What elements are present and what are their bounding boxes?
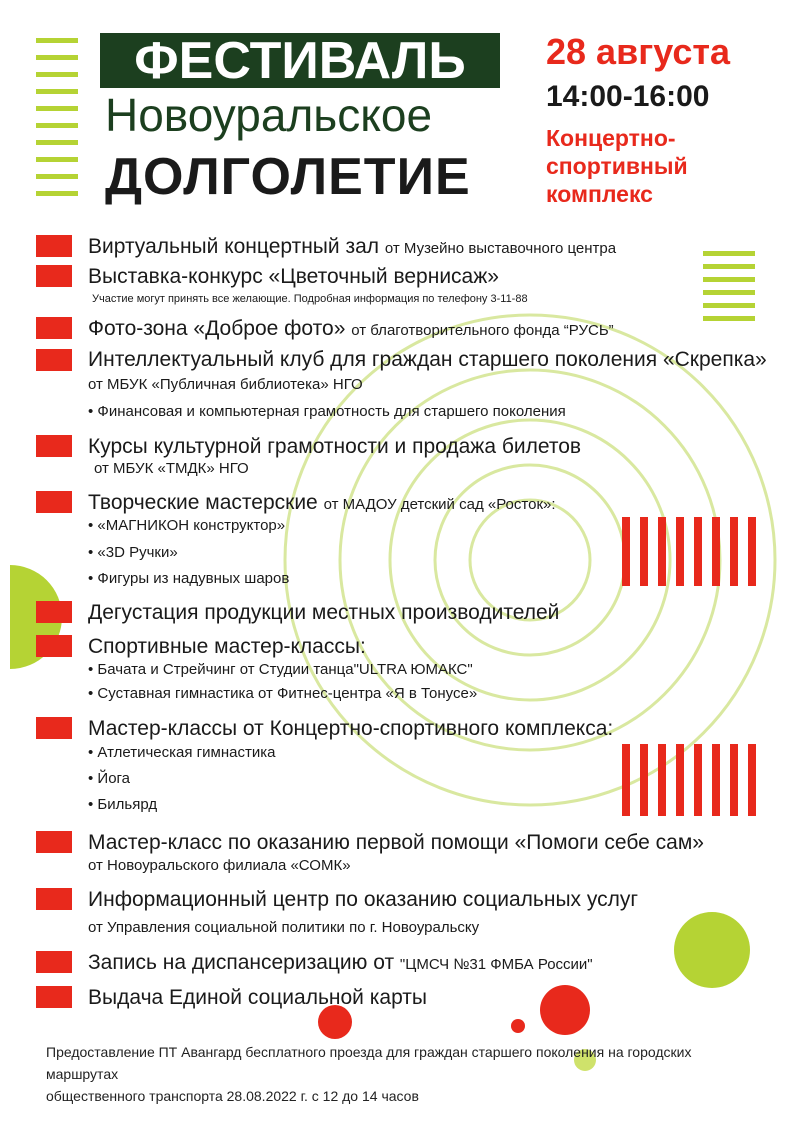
stripe [36, 140, 78, 145]
program-item [88, 602, 559, 623]
item-marker [36, 635, 72, 657]
festival-town-title: Новоуральское [105, 89, 433, 141]
stripe [36, 38, 78, 43]
item-title: Запись на диспансеризацию от [88, 951, 395, 974]
item-marker [36, 491, 72, 513]
program-item [88, 718, 613, 739]
event-venue [546, 124, 688, 208]
program-item [88, 832, 704, 853]
bar [730, 744, 738, 816]
stripe [703, 290, 755, 295]
item-bullet: • Атлетическая гимнастика [88, 744, 276, 761]
program-item [88, 889, 638, 910]
item-title: Виртуальный концертный зал [88, 235, 380, 258]
stripe [703, 251, 755, 256]
item-marker [36, 435, 72, 457]
bar [640, 744, 648, 816]
green-stripes-left [36, 38, 78, 196]
item-title: Дегустация продукции местных производителей [88, 601, 560, 624]
bar [694, 517, 702, 586]
item-note: Участие могут принять все желающие. Подробная информация по телефону 3-11-88 [92, 293, 528, 305]
stripe [36, 191, 78, 196]
item-bullet: • Фигуры из надувных шаров [88, 570, 290, 587]
venue-line: спортивный [546, 153, 688, 179]
item-bullet: • «3D Ручки» [88, 544, 178, 561]
item-source: "ЦМСЧ №31 ФМБА России" [399, 956, 593, 973]
program-item [88, 952, 593, 973]
program-item [88, 266, 499, 287]
bar [658, 517, 666, 586]
stripe [36, 157, 78, 162]
item-source: от МАДОУ детский сад «Росток»: [323, 496, 556, 513]
item-marker [36, 717, 72, 739]
venue-line: комплекс [546, 181, 653, 207]
item-title: Мастер-класс по оказанию первой помощи «Помоги себе сам» [88, 831, 704, 854]
item-marker [36, 349, 72, 371]
stripe [36, 123, 78, 128]
red-bars-lower [622, 744, 756, 816]
bar [712, 517, 720, 586]
program-item [88, 349, 767, 370]
bar [640, 517, 648, 586]
item-marker [36, 235, 72, 257]
item-source: от благотворительного фонда “РУСЬ” [351, 322, 614, 339]
red-dot [318, 1005, 352, 1039]
green-stripes-right [703, 251, 755, 321]
red-dot [540, 985, 590, 1035]
item-marker [36, 265, 72, 287]
program-item [88, 492, 556, 513]
bar [730, 517, 738, 586]
venue-line: Концертно- [546, 125, 676, 151]
event-time: 14:00-16:00 [546, 80, 710, 113]
item-marker [36, 317, 72, 339]
stripe [703, 303, 755, 308]
item-source: от Музейно выставочного центра [384, 240, 617, 257]
item-subtitle: от Новоуральского филиала «СОМК» [88, 857, 351, 874]
stripe [36, 72, 78, 77]
item-bullet: • «МАГНИКОН конструктор» [88, 517, 286, 534]
item-title: Фото-зона «Доброе фото» [88, 317, 346, 340]
item-title: Выдача Единой социальной карты [88, 986, 428, 1009]
item-marker [36, 831, 72, 853]
footer-note [46, 1041, 766, 1107]
item-title: Творческие мастерские [88, 491, 318, 514]
item-title: Интеллектуальный клуб для граждан старшего поколения «Скрепка» [88, 348, 767, 371]
program-item [88, 987, 427, 1008]
item-bullet: • Финансовая и компьютерная грамотность для старшего поколения [88, 403, 566, 420]
festival-title-block [100, 33, 500, 88]
footer-line: общественного транспорта 28.08.2022 г. с 12 до 14 часов [46, 1088, 419, 1104]
stripe [36, 106, 78, 111]
item-marker [36, 601, 72, 623]
stripe [36, 174, 78, 179]
item-marker [36, 888, 72, 910]
item-bullet: • Йога [88, 770, 131, 787]
stripe [703, 264, 755, 269]
bar [712, 744, 720, 816]
footer-line: Предоставление ПТ Авангард бесплатного проезда для граждан старшего поколения на городских маршрутах [46, 1044, 692, 1082]
festival-title: ФЕСТИВАЛЬ [134, 31, 466, 90]
item-bullet: • Суставная гимнастика от Фитнес-центра «Я в Тонусе» [88, 685, 478, 702]
item-title: Спортивные мастер-классы: [88, 635, 366, 658]
item-marker [36, 986, 72, 1008]
stripe [703, 277, 755, 282]
green-circle [674, 912, 750, 988]
program-item [88, 318, 614, 339]
item-subtitle: от МБУК «Публичная библиотека» НГО [88, 376, 363, 393]
stripe [36, 89, 78, 94]
program-item [88, 636, 366, 657]
item-subtitle: от Управления социальной политики по г. Новоуральску [88, 919, 480, 936]
program-item [88, 236, 616, 257]
item-title: Выставка-конкурс «Цветочный вернисаж» [88, 265, 499, 288]
bar [748, 744, 756, 816]
item-title: Мастер-классы от Концертно-спортивного комплекса: [88, 717, 614, 740]
festival-longevity-title: ДОЛГОЛЕТИЕ [105, 148, 471, 206]
red-bars-upper [622, 517, 756, 586]
stripe [36, 55, 78, 60]
item-marker [36, 951, 72, 973]
red-dot [511, 1019, 525, 1033]
bar [658, 744, 666, 816]
bar [694, 744, 702, 816]
item-title: Курсы культурной грамотности и продажа билетов [88, 435, 582, 458]
bar [676, 517, 684, 586]
program-item [88, 436, 581, 457]
item-bullet: • Бачата и Стрейчинг от Студии танца"ULTRA ЮМАКС" [88, 661, 473, 678]
item-title: Информационный центр по оказанию социальных услуг [88, 888, 639, 911]
bar [622, 744, 630, 816]
item-subtitle: от МБУК «ТМДК» НГО [94, 460, 249, 477]
event-date: 28 августа [546, 31, 730, 72]
item-bullet: • Бильярд [88, 796, 158, 813]
bar [748, 517, 756, 586]
stripe [703, 316, 755, 321]
bar [622, 517, 630, 586]
bar [676, 744, 684, 816]
